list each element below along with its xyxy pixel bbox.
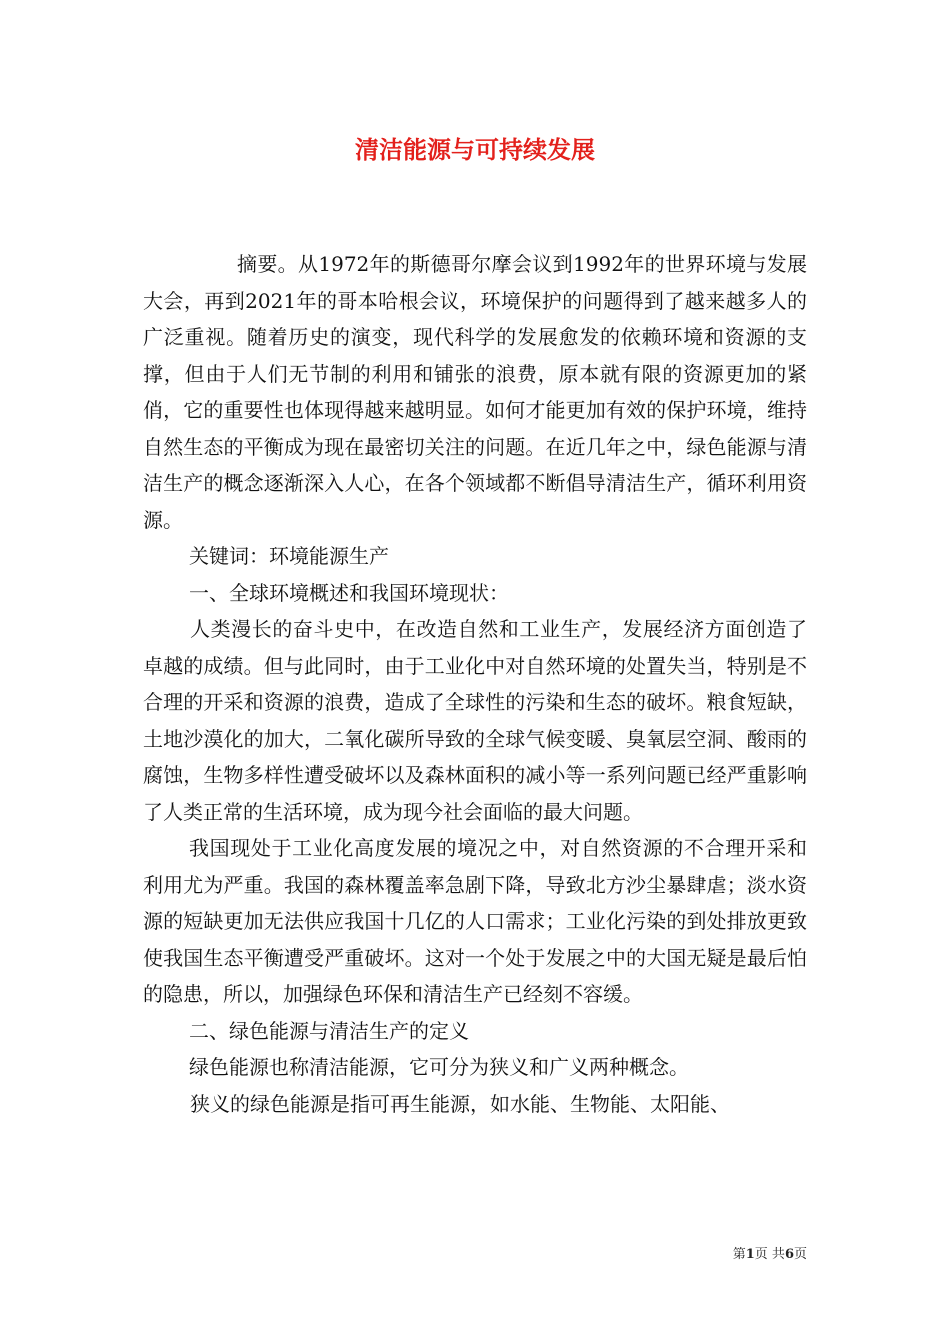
- document-title: 清洁能源与可持续发展: [355, 136, 595, 164]
- section-heading-2: 二、绿色能源与清洁生产的定义: [189, 1018, 469, 1043]
- footer-middle: 页 共: [754, 1247, 785, 1262]
- body-paragraph: 人类漫长的奋斗史中，在改造自然和工业生产，发展经济方面创造了卓越的成绩。但与此同时，由于工业化中对自然环境的处置失当，特别是不合理的开采和资源的浪费，造成了全球性的污染和生态的破坏。粮食短缺，土地沙漠化的加大，二氧化碳所导致的全球气候变暖、臭氧层空洞、酸雨的腐蚀，生物多样性遭受破坏以及森林面积的减小等一系列问题已经严重影响了人类正常的生活环境，成为现今社会面临的最大问题。: [143, 617, 807, 824]
- footer-total-pages: 6: [784, 1247, 794, 1262]
- page-footer: [733, 1247, 807, 1263]
- body-paragraph: 我国现处于工业化高度发展的境况之中，对自然资源的不合理开采和利用尤为严重。我国的森林覆盖率急剧下降，导致北方沙尘暴肆虐；淡水资源的短缺更加无法供应我国十几亿的人口需求；工业化污染的到处排放更致使我国生态平衡遭受严重破坏。这对一个处于发展之中的大国无疑是最后怕的隐患，所以，加强绿色环保和清洁生产已经刻不容缓。: [143, 836, 807, 1006]
- body-paragraph: 绿色能源也称清洁能源，它可分为狭义和广义两种概念。: [189, 1055, 689, 1079]
- section-heading-1: 一、全球环境概述和我国环境现状：: [189, 580, 509, 605]
- document-body: [143, 246, 807, 1122]
- footer-prefix: 第: [732, 1247, 746, 1262]
- abstract-paragraph: 摘要。从1972年的斯德哥尔摩会议到1992年的世界环境与发展大会，再到2021年的哥本哈根会议，环境保护的问题得到了越来越多人的广泛重视。随着历史的演变，现代科学的发展愈发的依赖环境和资源的支撑，但由于人们无节制的利用和铺张的浪费，原本就有限的资源更加的紧俏，它的重要性也体现得越来越明显。如何才能更加有效的保护环境，维持自然生态的平衡成为现在最密切关注的问题。在近几年之中，绿色能源与清洁生产的概念逐渐深入人心，在各个领域都不断倡导清洁生产，循环利用资源。: [143, 252, 807, 532]
- footer-suffix: 页: [793, 1247, 807, 1262]
- keywords-line: 关键词：环境能源生产: [189, 544, 389, 568]
- body-paragraph: 狭义的绿色能源是指可再生能源，如水能、生物能、太阳能、: [190, 1091, 730, 1116]
- footer-current-page: 1: [745, 1247, 755, 1262]
